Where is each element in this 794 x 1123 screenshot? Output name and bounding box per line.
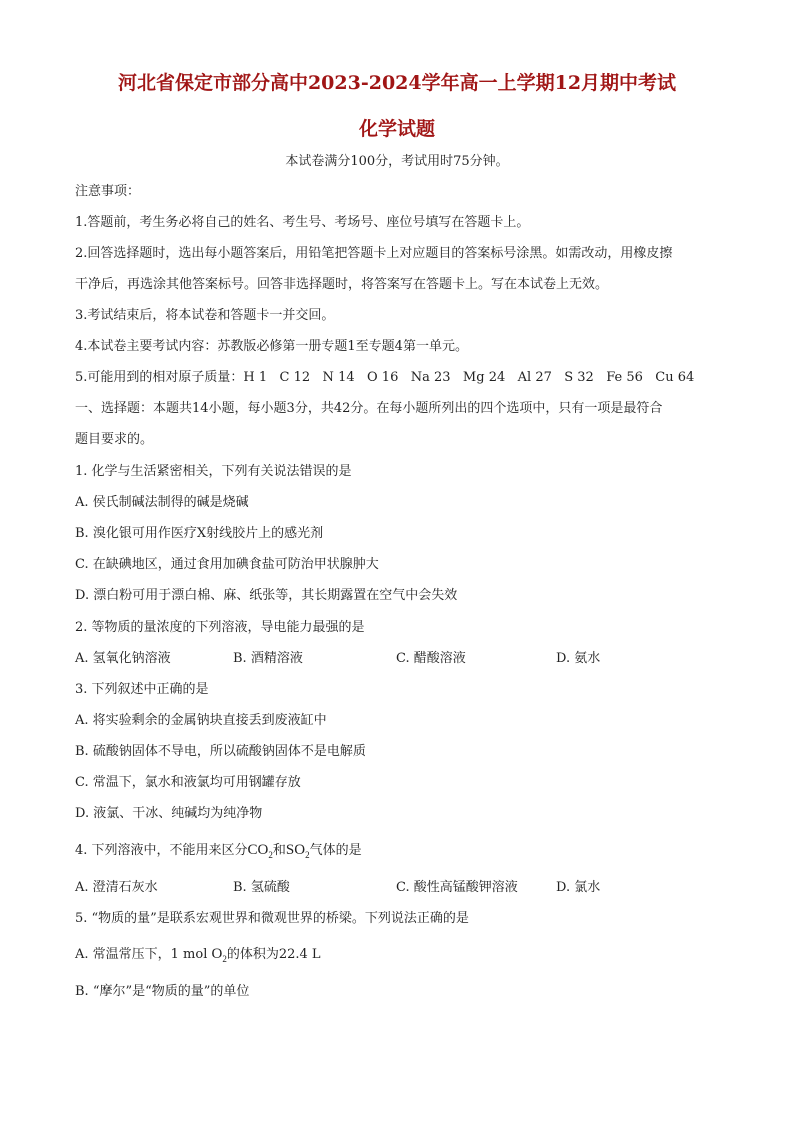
q5-stem: 5. “物质的量”是联系宏观世界和微观世界的桥梁。下列说法正确的是 <box>75 911 469 926</box>
q4-stem <box>75 841 362 864</box>
note-5: 5.可能用到的相对原子质量：H 1 C 12 N 14 O 16 Na 23 Mg 24 Al 27 S 32 Fe 56 Cu 64 <box>75 370 695 385</box>
note-2-line-1: 2.回答选择题时，选出每小题答案后，用铅笔把答题卡上对应题目的答案标号涂黑。如需改动，用橡皮擦 <box>75 246 673 261</box>
q4-option-c: C. 酸性高锰酸钾溶液 <box>396 880 518 895</box>
subject-title: 化学试题 <box>358 118 435 140</box>
q4-option-a: A. 澄清石灰水 <box>75 880 158 895</box>
formula-o2: $O_2$ <box>211 946 227 964</box>
exam-info: 本试卷满分100分，考试用时75分钟。 <box>285 154 509 169</box>
q1-stem: 1. 化学与生活紧密相关，下列有关说法错误的是 <box>75 464 352 479</box>
formula-so2: $SO_2$ <box>285 842 310 860</box>
notes-heading: 注意事项： <box>75 184 141 199</box>
q3-option-a: A. 将实验剩余的金属钠块直接丢到废液缸中 <box>75 713 327 728</box>
q3-option-d: D. 液氯、干冰、纯碱均为纯净物 <box>75 806 263 821</box>
q1-option-d: D. 漂白粉可用于漂白棉、麻、纸张等，其长期露置在空气中会失效 <box>75 588 458 603</box>
section-heading-line-2: 题目要求的。 <box>75 432 154 447</box>
q4-stem-mid: 和 <box>272 843 286 858</box>
q4-option-d: D. 氯水 <box>556 880 601 895</box>
q2-option-d: D. 氨水 <box>556 651 601 666</box>
q2-option-c: C. 醋酸溶液 <box>396 651 466 666</box>
formula-co2: $CO_2$ <box>247 842 273 860</box>
q1-option-a: A. 侯氏制碱法制得的碱是烧碱 <box>75 495 249 510</box>
q5-option-a: A. 常温常压下，1 mol $O_2$的体积为22.4 L <box>75 946 321 964</box>
note-1: 1.答题前，考生务必将自己的姓名、考生号、考场号、座位号填写在答题卡上。 <box>75 215 530 230</box>
q1-option-b: B. 溴化银可用作医疗X射线胶片上的感光剂 <box>75 526 324 541</box>
exam-title: 河北省保定市部分高中2023-2024学年高一上学期12月期中考试 <box>117 72 677 94</box>
note-4: 4.本试卷主要考试内容：苏教版必修第一册专题1至专题4第一单元。 <box>75 339 468 354</box>
q3-option-c: C. 常温下，氯水和液氯均可用钢罐存放 <box>75 775 301 790</box>
section-heading-line-1: 一、选择题：本题共14小题，每小题3分，共42分。在每小题所列出的四个选项中，只有一项是最符合 <box>75 401 663 416</box>
q4-stem-pre: 4. 下列溶液中，不能用来区分 <box>75 843 248 858</box>
q2-option-a: A. 氢氧化钠溶液 <box>75 651 171 666</box>
q2-stem: 2. 等物质的量浓度的下列溶液，导电能力最强的是 <box>75 620 365 635</box>
q3-stem: 3. 下列叙述中正确的是 <box>75 682 209 697</box>
q4-option-b: B. 氢硫酸 <box>233 880 290 895</box>
q4-stem-post: 气体的是 <box>309 843 362 858</box>
note-3: 3.考试结束后，将本试卷和答题卡一并交回。 <box>75 308 335 323</box>
note-2-line-2: 干净后，再选涂其他答案标号。回答非选择题时，将答案写在答题卡上。写在本试卷上无效。 <box>75 277 609 292</box>
q5-option-b: B. “摩尔”是“物质的量”的单位 <box>75 984 250 999</box>
q2-option-b: B. 酒精溶液 <box>233 651 303 666</box>
q3-option-b: B. 硫酸钠固体不导电，所以硫酸钠固体不是电解质 <box>75 744 366 759</box>
q1-option-c: C. 在缺碘地区，通过食用加碘食盐可防治甲状腺肿大 <box>75 557 379 572</box>
